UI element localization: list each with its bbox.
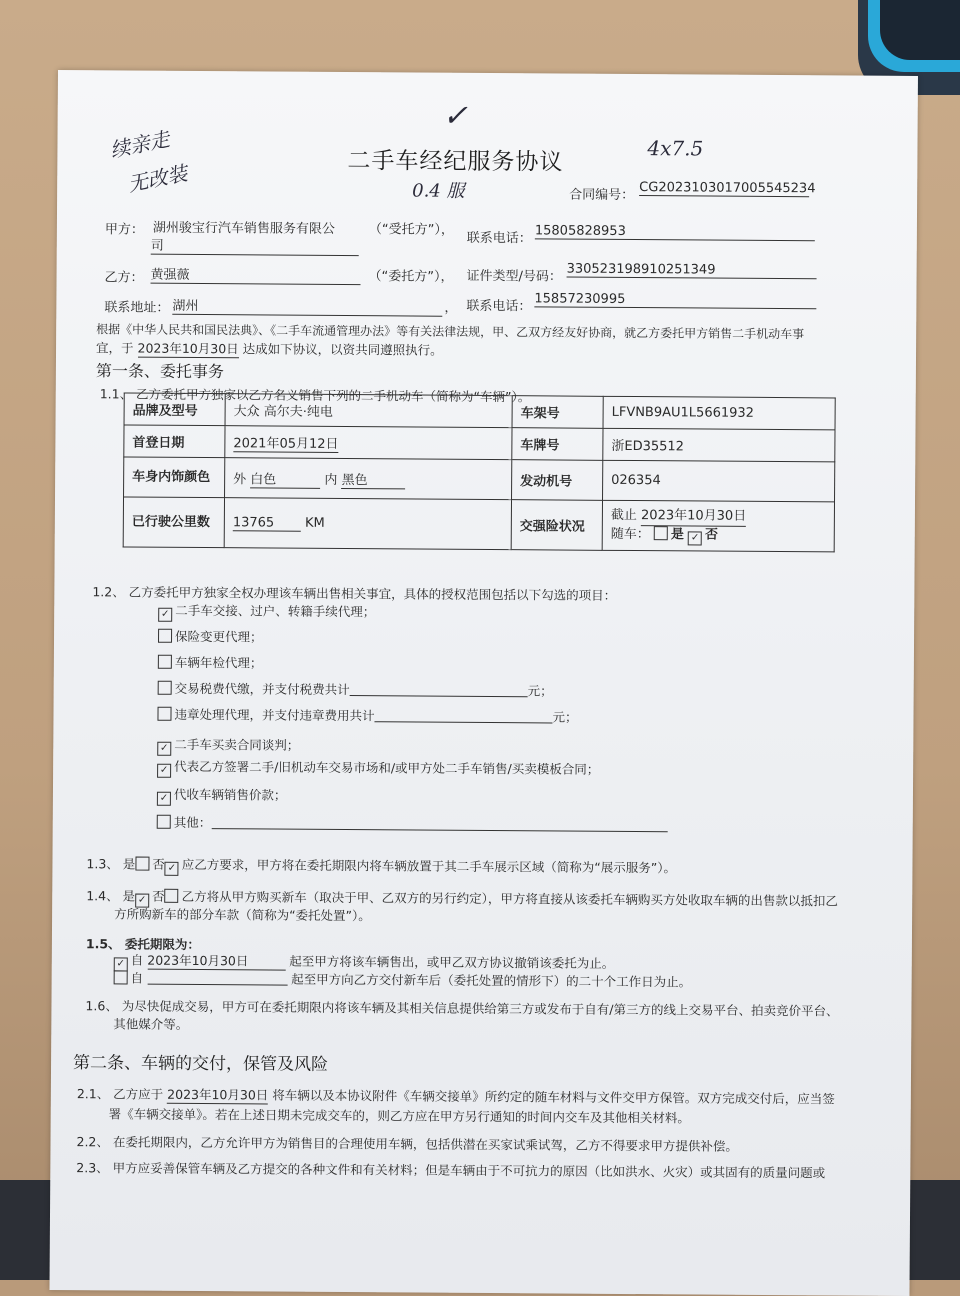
term-option-1-date: 2023年10月30日 <box>147 951 285 971</box>
insurance-no-checkbox: ✓ <box>688 531 702 545</box>
color-out-value: 白色 <box>250 468 320 488</box>
clause-2-1-line-2: 署《车辆交接单》。若在上述日期未完成交车的，则乙方应在甲方另行通知的时间内交车及其他相关材料。 <box>108 1106 691 1126</box>
authorization-option-label: 代收车辆销售价款； <box>173 786 287 803</box>
clause-1-5-title: 1.5、 委托期限为： <box>85 936 200 953</box>
insurance-until-date: 2023年10月30日 <box>641 507 746 527</box>
plate-value: 浙ED35512 <box>603 428 835 462</box>
insurance-label: 交强险状况 <box>511 500 602 551</box>
mileage-cell <box>224 498 511 550</box>
authorization-option <box>157 785 287 807</box>
party-a-phone-label: 联系电话： <box>466 230 532 247</box>
fill-in-blank <box>374 709 552 723</box>
clause-1-3-yes-checkbox <box>135 857 149 871</box>
insurance-yes-label: 是 <box>670 526 684 542</box>
table-row <box>123 497 834 552</box>
vin-value: LFVNB9AU1L5661932 <box>603 396 835 430</box>
authorization-option-label: 二手车买卖合同谈判； <box>174 736 300 753</box>
clause-1-3 <box>86 854 676 879</box>
table-row <box>124 393 835 430</box>
handwriting-check-mark: ✓ <box>442 98 468 134</box>
clause-1-3-no-label: 否 <box>152 856 165 872</box>
fill-in-blank <box>211 816 667 832</box>
authorization-option-label: 保险变更代理； <box>174 628 263 645</box>
clause-1-4-text-1: 乙方将从甲方购买新车（取决于甲、乙双方的另行约定），甲方将直接从该委托车辆购买方处收取车辆的出售款以抵扣乙 <box>181 888 838 909</box>
authorization-option-label: 违章处理代理，并支付违章费用共计 <box>174 706 375 724</box>
brand-value: 大众 高尔夫·纯电 <box>225 394 512 428</box>
insurance-follow-label: 随车： <box>610 526 650 542</box>
insurance-yes-checkbox <box>654 526 668 540</box>
authorization-option-label: 二手车交接、过户、转籍手续代理； <box>175 602 376 620</box>
mileage-label: 已行驶公里数 <box>123 497 224 548</box>
party-b-role: （“委托方”）， <box>368 269 454 285</box>
clause-1-4-yes-checkbox: ✓ <box>135 894 149 908</box>
insurance-cell <box>602 500 834 552</box>
term-option-2-text: 起至甲方向乙方交付新车后（委托处置的情形下）的二十个工作日为止。 <box>291 971 692 990</box>
clause-1-1: 1.1、 乙方委托甲方独家以乙方名义销售下列的二手机动车（简称为“车辆”）。 <box>99 386 531 405</box>
handwriting-note-1: 续亲走 <box>107 126 172 163</box>
brand-label: 品牌及型号 <box>124 393 225 426</box>
clause-1-3-prefix: 1.3、 是 <box>86 856 136 872</box>
fill-in-blank <box>350 683 528 697</box>
party-b-name: 黄强薇 <box>151 264 361 285</box>
authorization-option <box>158 601 375 624</box>
clause-1-2-intro: 1.2、 乙方委托甲方独家全权办理该车辆出售相关事宜，具体的授权范围包括以下勾选的项目： <box>92 584 617 603</box>
authorization-option-suffix: 元； <box>527 683 553 699</box>
authorization-checkbox: ✓ <box>158 608 172 622</box>
authorization-option <box>158 653 263 672</box>
clause-2-2: 2.2、 在委托期限内，乙方允许甲方为销售目的合理使用车辆，包括供潜在买家试乘试驾，乙方不得要求甲方提供补偿。 <box>76 1134 738 1154</box>
authorization-option <box>157 813 668 835</box>
authorization-option <box>157 757 599 781</box>
party-b-label: 乙方： <box>104 270 144 286</box>
clause-2-1-prefix: 2.1、 乙方应于 <box>76 1086 164 1102</box>
clause-1-4-prefix: 1.4、 是 <box>86 888 136 904</box>
mileage-value: 13765 <box>233 515 301 531</box>
clause-1-4-no-label: 否 <box>152 888 165 904</box>
authorization-option-label: 交易税费代缴，并支付税费共计 <box>174 680 350 698</box>
authorization-checkbox <box>157 815 171 829</box>
insurance-until-prefix: 截止 <box>610 507 637 523</box>
clause-1-6-line-2: 其他媒介等。 <box>113 1016 189 1032</box>
term-option-1-prefix: 自 <box>130 952 144 968</box>
authorization-checkbox: ✓ <box>157 742 171 756</box>
address-label: 联系地址： <box>104 300 170 316</box>
section-1-title: 第一条、委托事务 <box>95 361 224 382</box>
party-b-id-label: 证件类型/号码： <box>466 268 563 285</box>
party-b-phone: 15857230995 <box>534 291 816 309</box>
color-in-prefix: 内 <box>324 472 338 488</box>
reg-date-label: 首登日期 <box>124 425 225 458</box>
preamble-suffix: 达成如下协议，以资共同遵照执行。 <box>242 341 443 358</box>
term-option-2-prefix: 自 <box>130 970 144 986</box>
page-title: 二手车经纪服务协议 <box>347 148 564 176</box>
insurance-no-label: 否 <box>705 527 719 543</box>
preamble-line-1: 根据《中华人民共和国民法典》、《二手车流通管理办法》等有关法律法规，甲、乙双方经友好协商，就乙方委托甲方销售二手机动车事 <box>96 322 805 342</box>
table-row <box>124 425 835 462</box>
device-core <box>880 0 960 60</box>
engine-label: 发动机号 <box>512 460 603 501</box>
preamble-date: 2023年10月30日 <box>137 340 239 357</box>
handwriting-rate: 0.4 服 <box>412 180 465 202</box>
contract-no-label: 合同编号： <box>569 187 635 204</box>
term-option-1-checkbox: ✓ <box>114 957 128 971</box>
authorization-option-label: 其他： <box>173 814 212 831</box>
authorization-option <box>158 679 553 700</box>
color-in-value: 黑色 <box>342 468 406 488</box>
clause-1-6-line-1: 1.6、 为尽快促成交易，甲方可在委托期限内将该车辆及其相关信息提供给第三方或发布于自有/第三方的线上交易平台、拍卖竞价平台、 <box>85 998 839 1019</box>
color-out-prefix: 外 <box>233 471 247 487</box>
vehicle-table <box>123 392 836 552</box>
clause-2-3: 2.3、 甲方应妥善保管车辆及乙方提交的各种文件和有关材料；但是车辆由于不可抗力的原因（比如洪水、火灾）或其固有的质量问题或 <box>76 1160 826 1181</box>
term-option-2-blank <box>147 972 287 986</box>
vin-label: 车架号 <box>512 396 603 429</box>
reg-date-cell <box>225 426 512 460</box>
clause-1-5-row-2 <box>114 968 692 990</box>
authorization-checkbox <box>158 629 172 643</box>
handwriting-size: 4x7.5 <box>647 136 704 161</box>
authorization-option <box>158 627 263 646</box>
party-a-role: （“受托方”）， <box>368 222 454 238</box>
preamble-prefix: 宜，于 <box>96 340 134 356</box>
table-row <box>124 457 835 502</box>
authorization-option <box>157 735 299 757</box>
authorization-option <box>157 705 577 726</box>
authorization-checkbox <box>158 681 172 695</box>
preamble-line-2 <box>96 338 443 359</box>
term-option-2-checkbox <box>114 970 128 984</box>
contract-page <box>49 70 917 1296</box>
handwriting-note-2: 无改装 <box>125 160 190 197</box>
authorization-checkbox: ✓ <box>157 764 171 778</box>
party-a-name-2: 司 <box>151 235 359 256</box>
section-2-title: 第二条、车辆的交付，保管及风险 <box>72 1053 329 1075</box>
authorization-option-label: 车辆年检代理； <box>174 654 263 671</box>
clause-2-1-text-1: 将车辆以及本协议附件《车辆交接单》所约定的随车材料与文件交甲方保管。双方完成交付后，应当签 <box>272 1087 835 1107</box>
party-a-name-1: 湖州骏宝行汽车销售服务有限公 <box>152 220 335 237</box>
clause-1-4-text-2: 方所购新车的部分车款（简称为“委托处置”）。 <box>114 906 371 924</box>
clause-1-4-no-checkbox <box>165 889 179 903</box>
party-b-phone-label: 联系电话： <box>466 298 532 315</box>
address-value: 湖州 <box>172 295 442 317</box>
address-suffix: ， <box>444 300 458 316</box>
authorization-checkbox <box>158 655 172 669</box>
authorization-checkbox <box>157 707 171 721</box>
term-option-1-text: 起至甲方将该车辆售出，或甲乙双方协议撤销该委托为止。 <box>289 953 615 971</box>
party-a-phone: 15805828953 <box>535 223 815 241</box>
party-b-id: 330523198910251349 <box>567 262 817 280</box>
contract-no-value: CG2023103017005545234 <box>639 180 816 197</box>
color-label: 车身内饰颜色 <box>124 457 225 498</box>
mileage-unit: KM <box>304 515 325 531</box>
color-cell <box>225 458 512 500</box>
party-a-label: 甲方： <box>104 222 144 238</box>
clause-2-1-date: 2023年10月30日 <box>167 1086 269 1103</box>
authorization-option-suffix: 元； <box>552 709 578 725</box>
clause-1-3-text: 应乙方要求，甲方将在委托期限内将车辆放置于其二手车展示区域（简称为“展示服务”）。 <box>181 856 677 876</box>
plate-label: 车牌号 <box>512 428 603 461</box>
engine-value: 026354 <box>603 460 835 502</box>
authorization-checkbox: ✓ <box>157 792 171 806</box>
clause-1-3-no-checkbox: ✓ <box>165 862 179 876</box>
reg-date-value: 2021年05月12日 <box>233 432 338 453</box>
authorization-option-label: 代表乙方签署二手/旧机动车交易市场和/或甲方处二手车销售/买卖模板合同； <box>174 758 600 777</box>
